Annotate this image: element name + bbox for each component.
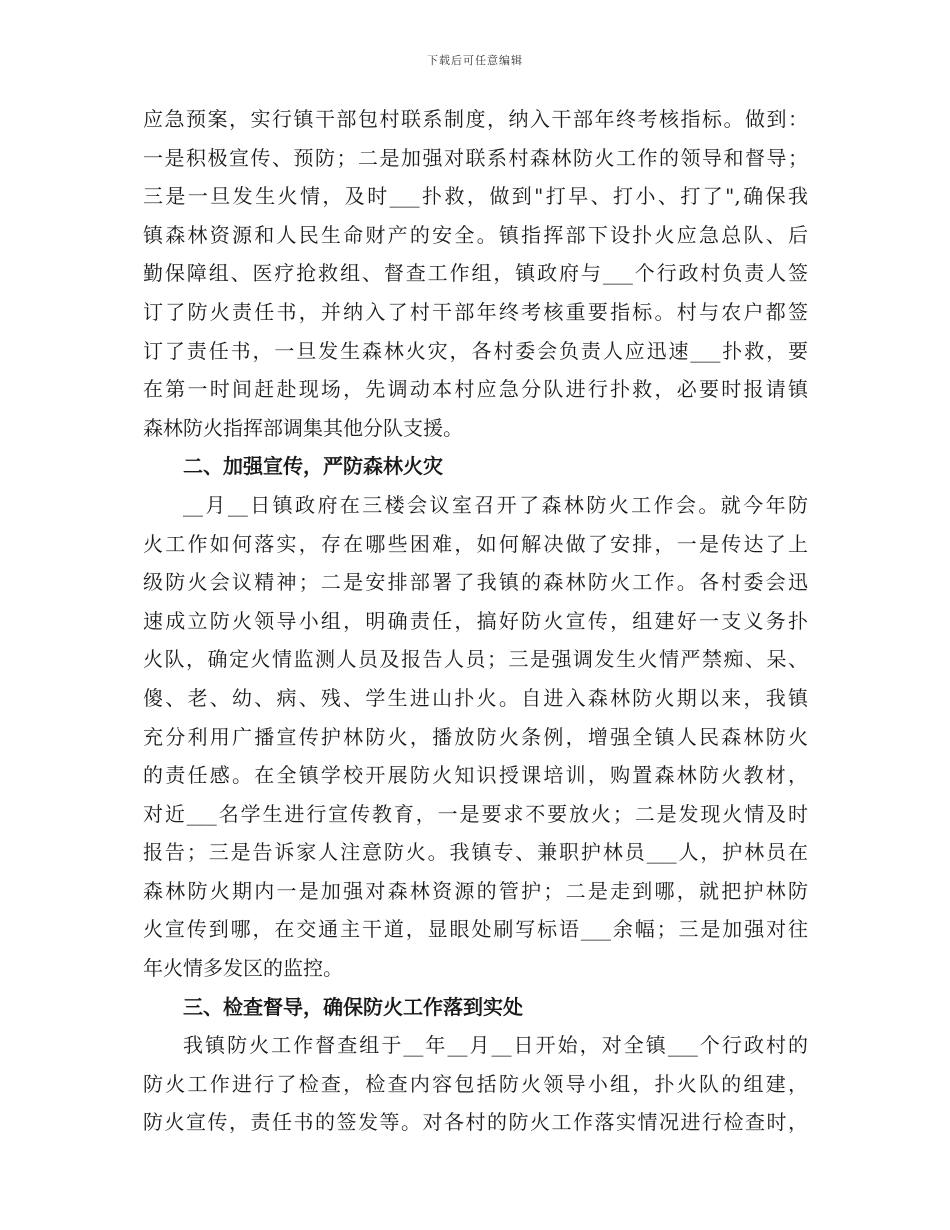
text-line: 应急预案，实行镇干部包村联系制度，纳入干部年终考核指标。做到：	[143, 107, 808, 131]
text-line: 防火宣传，责任书的签发等。对各村的防火工作落实情况进行检查时，	[143, 1110, 808, 1135]
text-line: 火宣传到哪，在交通主干道，显眼处刷写标语___余幅；三是加强对往	[143, 917, 808, 942]
document-body	[143, 100, 808, 1142]
text-line: __月__日镇政府在三楼会议室召开了森林防火工作会。就今年防	[183, 492, 808, 517]
text-line: 订了防火责任书，并纳入了村干部年终考核重要指标。村与农户都签	[143, 299, 808, 324]
text-line: 对近___名学生进行宣传教育，一是要求不要放火；二是发现火情及时	[143, 801, 808, 826]
text-line: 傻、老、幼、病、残、学生进山扑火。自进入森林防火期以来，我镇	[143, 685, 808, 710]
text-line: 在第一时间赶赴现场，先调动本村应急分队进行扑救，必要时报请镇	[143, 377, 808, 402]
text-line: 级防火会议精神；二是安排部署了我镇的森林防火工作。各村委会迅	[143, 570, 808, 595]
text-line: 三是一旦发生火情，及时___扑救，做到"打早、打小、打了",确保我	[143, 184, 808, 209]
page-header-note: 下载后可任意编辑	[427, 54, 523, 67]
text-line: 报告；三是告诉家人注意防火。我镇专、兼职护林员___人，护林员在	[143, 840, 808, 865]
text-line: 年火情多发区的监控。	[143, 956, 343, 981]
text-line: 勤保障组、医疗抢救组、督查工作组，镇政府与___个行政村负责人签	[143, 261, 808, 286]
section-1-paragraph	[143, 100, 808, 447]
text-line: 充分利用广播宣传护林防火，播放防火条例，增强全镇人民森林防火	[143, 724, 808, 749]
text-line: 森林防火指挥部调集其他分队支援。	[143, 415, 463, 440]
text-line: 订了责任书，一旦发生森林火灾，各村委会负责人应迅速___扑救，要	[143, 338, 808, 363]
text-line: 一是积极宣传、预防；二是加强对联系村森林防火工作的领导和督导；	[143, 145, 808, 170]
text-line: 火工作如何落实，存在哪些困难，如何解决做了安排，一是传达了上	[143, 531, 808, 556]
text-line: 速成立防火领导小组，明确责任，搞好防火宣传，组建好一支义务扑	[143, 608, 808, 633]
section-3-paragraph	[143, 1026, 808, 1142]
text-line: 的责任感。在全镇学校开展防火知识授课培训，购置森林防火教材，	[143, 763, 808, 788]
text-line: 防火工作进行了检查，检查内容包括防火领导小组，扑火队的组建，	[143, 1071, 808, 1096]
text-line: 镇森林资源和人民生命财产的安全。镇指挥部下设扑火应急总队、后	[143, 222, 808, 247]
text-line: 火队，确定火情监测人员及报告人员；三是强调发生火情严禁痴、呆、	[143, 647, 808, 672]
section-3-heading: 三、检查督导，确保防火工作落到实处	[183, 994, 523, 1019]
text-line: 我镇防火工作督查组于__年__月__日开始，对全镇___个行政村的	[183, 1033, 808, 1058]
text-line: 森林防火期内一是加强对森林资源的管护；二是走到哪，就把护林防	[143, 878, 808, 903]
section-2-paragraph	[143, 486, 808, 988]
section-2-heading: 二、加强宣传，严防森林火灾	[183, 454, 443, 479]
